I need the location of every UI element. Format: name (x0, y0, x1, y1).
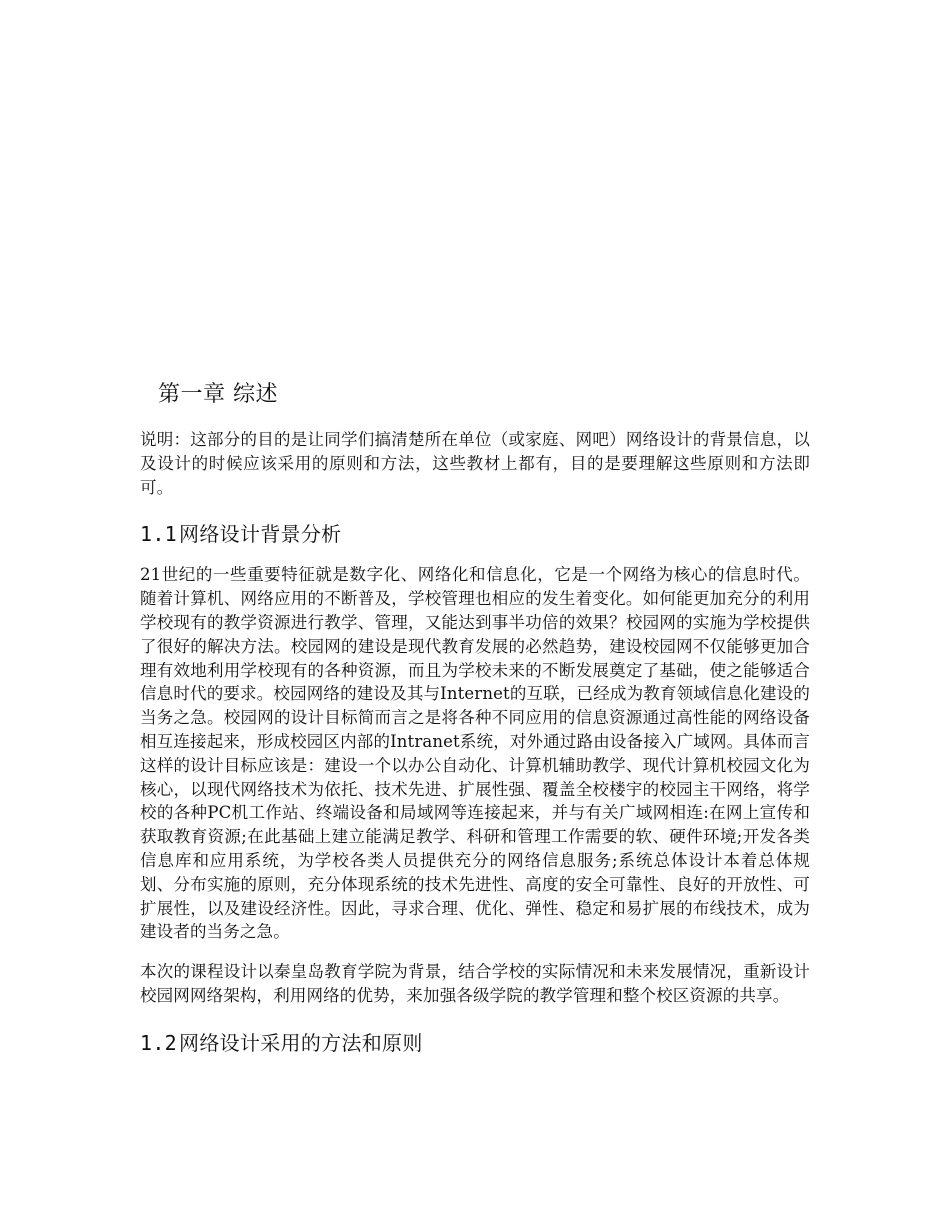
body-paragraph: 21世纪的一些重要特征就是数字化、网络化和信息化，它是一个网络为核心的信息时代。随着计算机、网络应用的不断普及，学校管理也相应的发生着变化。如何能更加充分的利用学校现有的教学资源进行教学、管理，又能达到事半功倍的效果？校园网的实施为学校提供了很好的解决方法。校园网的建设是现代教育发展的必然趋势，建设校园网不仅能够更加合理有效地利用学校现有的各种资源，而且为学校未来的不断发展奠定了基础，使之能够适合信息时代的要求。校园网络的建设及其与Internet的互联，已经成为教育领域信息化建设的当务之急。校园网的设计目标简而言之是将各种不同应用的信息资源通过高性能的网络设备相互连接起来，形成校园区内部的Intranet系统，对外通过路由设备接入广域网。具体而言这样的设计目标应该是：建设一个以办公自动化、计算机辅助教学、现代计算机校园文化为核心，以现代网络技术为依托、技术先进、扩展性强、覆盖全校楼宇的校园主干网络，将学校的各种PC机工作站、终端设备和局域网等连接起来，并与有关广域网相连:在网上宣传和获取教育资源;在此基础上建立能满足教学、科研和管理工作需要的软、硬件环境;开发各类信息库和应用系统，为学校各类人员提供充分的网络信息服务;系统总体设计本着总体规划、分布实施的原则，充分体现系统的技术先进性、高度的安全可靠性、良好的开放性、可扩展性，以及建设经济性。因此，寻求合理、优化、弹性、稳定和易扩展的布线技术，成为建设者的当务之急。 (140, 565, 810, 942)
section-heading-1-2 (140, 1028, 810, 1058)
section-number: 1.2 (140, 1030, 178, 1055)
document-body (140, 378, 810, 1072)
chapter-title: 第一章 综述 (158, 382, 278, 407)
section-number: 1.1 (140, 522, 178, 547)
section-heading-1-1 (140, 519, 810, 549)
section-title-text: 网络设计背景分析 (179, 522, 342, 547)
section-title-text: 网络设计采用的方法和原则 (179, 1030, 423, 1055)
body-paragraph: 本次的课程设计以秦皇岛教育学院为背景，结合学校的实际情况和未来发展情况，重新设计校园网网络架构，利用网络的优势，来加强各级学院的教学管理和整个校区资源的共享。 (140, 962, 810, 1005)
intro-paragraph: 说明：这部分的目的是让同学们搞清楚所在单位（或家庭、网吧）网络设计的背景信息，以及设计的时候应该采用的原则和方法，这些教材上都有，目的是要理解这些原则和方法即可。 (140, 430, 810, 497)
